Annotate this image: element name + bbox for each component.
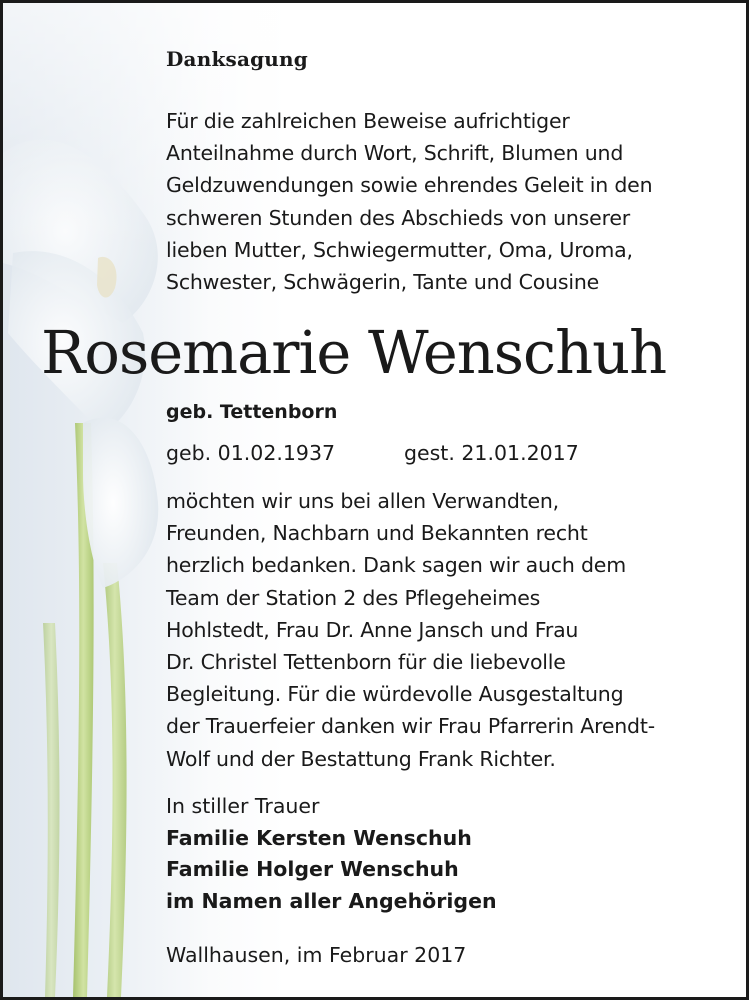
heading: Danksagung [166, 47, 308, 71]
thanks-line: Team der Station 2 des Pflegeheimes [166, 585, 541, 610]
death-date: gest. 21.01.2017 [404, 441, 579, 465]
intro-line: Anteilnahme durch Wort, Schrift, Blumen und [166, 141, 624, 166]
thanks-line: Begleitung. Für die würdevolle Ausgestaltung [166, 682, 624, 707]
thanks-line: herzlich bedanken. Dank sagen wir auch dem [166, 553, 626, 578]
place-and-date: Wallhausen, im Februar 2017 [166, 943, 467, 967]
mourning-block [166, 791, 497, 917]
thanks-line: der Trauerfeier danken wir Frau Pfarrerin Arendt- [166, 714, 655, 739]
intro-line: Schwester, Schwägerin, Tante und Cousine [166, 270, 600, 295]
intro-line: Für die zahlreichen Beweise aufrichtiger [166, 109, 570, 133]
family-name: im Namen aller Angehörigen [166, 888, 497, 913]
thanks-line: Dr. Christel Tettenborn für die liebevolle [166, 650, 566, 675]
intro-line: schweren Stunden des Abschieds von unserer [166, 205, 630, 230]
thanks-paragraph [166, 485, 736, 775]
family-name: Familie Kersten Wenschuh [166, 825, 472, 850]
maiden-name: geb. Tettenborn [166, 401, 338, 423]
life-dates [166, 441, 579, 465]
birth-date: geb. 01.02.1937 [166, 441, 336, 465]
intro-line: Geldzuwendungen sowie ehrendes Geleit in den [166, 173, 653, 198]
intro-paragraph [166, 105, 736, 298]
thanks-line: Wolf und der Bestattung Frank Richter. [166, 746, 556, 771]
family-name: Familie Holger Wenschuh [166, 857, 459, 881]
deceased-name: Rosemarie Wenschuh [41, 318, 667, 387]
mourning-intro: In stiller Trauer [166, 794, 320, 818]
intro-line: lieben Mutter, Schwiegermutter, Oma, Uroma, [166, 237, 633, 262]
thanks-line: Freunden, Nachbarn und Bekannten recht [166, 521, 588, 546]
thanks-line: Hohlstedt, Frau Dr. Anne Jansch und Frau [166, 617, 579, 642]
thanks-line: möchten wir uns bei allen Verwandten, [166, 489, 560, 513]
